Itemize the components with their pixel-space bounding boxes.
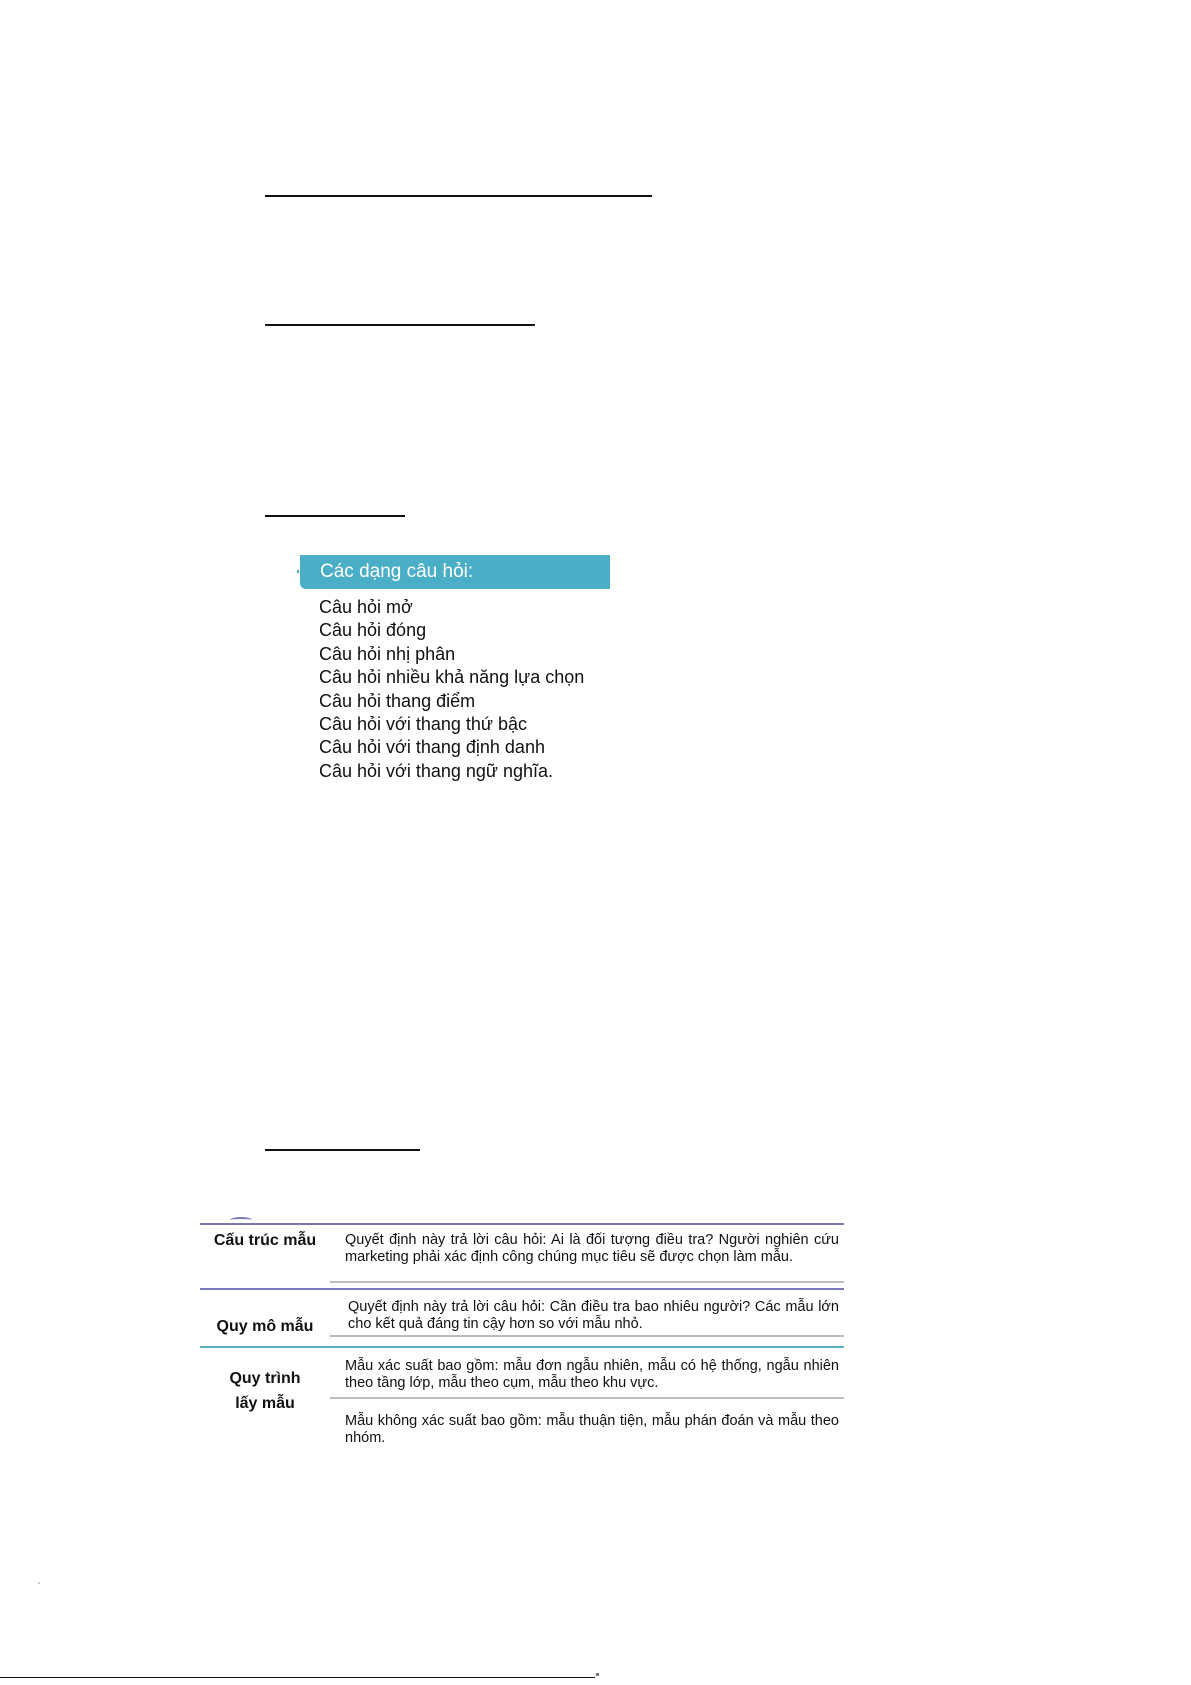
row-label-process-2: lấy mẫu <box>235 1395 295 1412</box>
list-item: Câu hỏi với thang thứ bậc <box>319 714 527 735</box>
question-types-title: Các dạng câu hỏi: <box>300 555 610 589</box>
footer-rule <box>0 1677 595 1678</box>
question-types-box <box>300 555 610 783</box>
list-item: Câu hỏi thang điểm <box>319 690 476 711</box>
page-mark <box>38 1582 40 1584</box>
sample-table <box>200 1213 844 1453</box>
heading-underline-4 <box>265 1149 420 1151</box>
row-label-process-1: Quy trình <box>229 1370 301 1387</box>
list-item: Câu hỏi nhiều khả năng lựa chọn <box>319 667 585 688</box>
table-divider <box>330 1281 844 1283</box>
heading-underline-1 <box>265 195 652 197</box>
table-divider <box>330 1397 844 1399</box>
row-text-structure: Quyết định này trả lời câu hỏi: Ai là đối tượng điều tra? Người nghiên cứu marketing phải xác định công chúng mục tiêu sẽ được chọn làm mẫu. <box>345 1232 839 1265</box>
list-item: Câu hỏi với thang ngữ nghĩa. <box>319 760 554 781</box>
table-divider <box>200 1223 844 1225</box>
row-label-structure: Cấu trúc mẫu <box>213 1232 317 1249</box>
table-divider <box>200 1288 844 1290</box>
list-item: Câu hỏi mở <box>319 597 413 617</box>
heading-underline-3 <box>265 515 405 517</box>
heading-underline-2 <box>265 324 535 326</box>
row-text-non-probability: Mẫu không xác suất bao gồm: mẫu thuận tiện, mẫu phán đoán và mẫu theo nhóm. <box>345 1413 839 1446</box>
row-label-size: Quy mô mẫu <box>216 1318 314 1335</box>
footer-mark <box>596 1673 599 1676</box>
header-marker <box>297 570 299 573</box>
list-item: Câu hỏi với thang định danh <box>319 737 545 758</box>
row-text-probability: Mẫu xác suất bao gồm: mẫu đơn ngẫu nhiên, mẫu có hệ thống, ngẫu nhiên theo tầng lớp, mẫu theo cụm, mẫu theo khu vực. <box>345 1358 839 1391</box>
list-item: Câu hỏi đóng <box>319 620 427 641</box>
question-types-list <box>300 589 610 783</box>
table-divider <box>200 1346 844 1348</box>
table-divider <box>330 1335 844 1337</box>
row-text-size: Quyết định này trả lời câu hỏi: Cần điều tra bao nhiêu người? Các mẫu lớn cho kết quả đáng tin cậy hơn so với mẫu nhỏ. <box>348 1299 839 1332</box>
list-item: Câu hỏi nhị phân <box>319 643 456 664</box>
